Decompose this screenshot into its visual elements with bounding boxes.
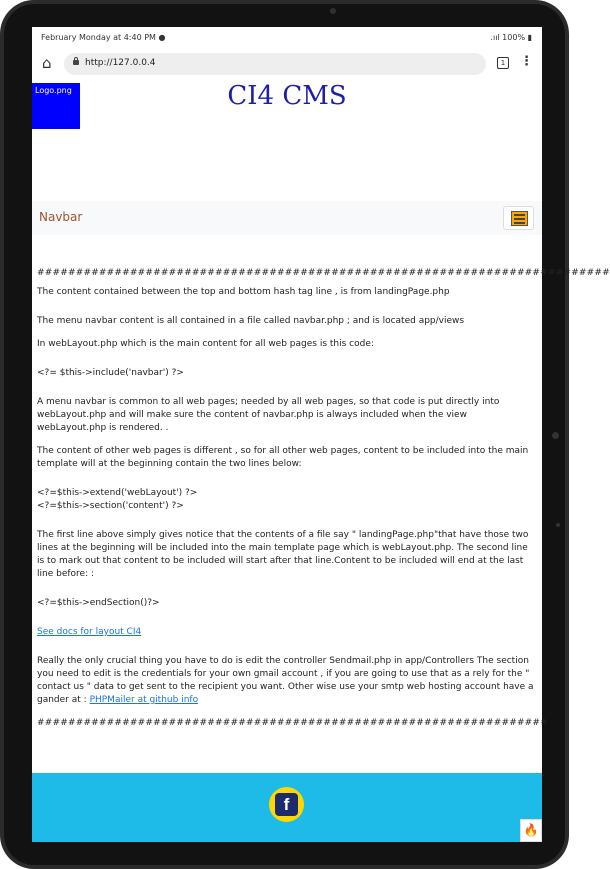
main-content: [37, 267, 610, 730]
battery-indicator: .ııl 100% ▮: [490, 33, 532, 42]
paragraph-weblayout: In webLayout.php which is the main content for all web pages is this code:: [37, 339, 374, 349]
url-text: http://127.0.0.4: [85, 58, 156, 68]
paragraph-common-navbar: A menu navbar is common to all web pages; needed by all web pages, so that code is put directly into webLayout.php and will make sure the content of navbar.php is always included when the view webLayout.php is rendered. .: [37, 397, 500, 433]
paragraph-other-pages: The content of other web pages is different , so for all other web pages, content to be included into the main template will at the beginning contain the two lines below:: [37, 446, 529, 469]
footer: [32, 773, 542, 842]
paragraph-sendmail-text: Really the only crucial thing you have to do is edit the controller Sendmail.php in app/Controllers The section you need to edit is the credentials for your own gmail account , if you are going to use that as a rely for the " contact us " data to get sent to the recipient you want. Other wise use your smtp web hosting account have a gander at :: [37, 656, 534, 705]
code-end-section: <?=$this->endSection()?>: [37, 598, 160, 608]
navbar-toggler-button[interactable]: [503, 206, 534, 230]
site-title: CI4 CMS: [227, 81, 347, 111]
docs-layout-link[interactable]: See docs for layout CI4: [37, 627, 142, 637]
paragraph-navbar: The menu navbar content is all contained in a file called navbar.php ; and is located app/views: [37, 316, 465, 326]
address-bar[interactable]: [64, 53, 486, 75]
paragraph-landing: The content contained between the top and bottom hash tag line , is from landingPage.php: [37, 287, 450, 297]
logo-alt-text: Logo.png: [35, 86, 72, 95]
status-bar: [32, 27, 542, 49]
status-time: [41, 33, 165, 42]
facebook-button[interactable]: [269, 787, 304, 822]
hash-divider-top: ##########################################################################: [37, 268, 610, 278]
paragraph-sendmail: [37, 655, 537, 707]
notification-icon: ●: [158, 33, 166, 42]
more-menu-icon[interactable]: ⋮: [520, 54, 533, 69]
home-icon[interactable]: ⌂: [42, 54, 52, 72]
hamburger-icon: [511, 211, 528, 226]
camera-icon: [330, 8, 336, 14]
facebook-icon: f: [275, 793, 298, 816]
web-page: [32, 79, 610, 842]
paragraph-first-line: The first line above simply gives notice that the contents of a file say " landingPage.php"that have those two lines at the beginning will be included into the main template page which is webLayout.php. The second line is to mark out that content to be included will start after that line.Content to be included will end at the last line before: :: [37, 530, 529, 579]
code-extend: <?=$this->extend('webLayout') ?>: [37, 488, 198, 498]
debug-toolbar-flame-icon[interactable]: 🔥: [520, 819, 542, 842]
side-sensor: [556, 523, 560, 527]
side-button: [552, 432, 559, 439]
navbar: [32, 201, 542, 235]
navbar-brand[interactable]: Navbar: [39, 210, 83, 224]
code-include-navbar: <?= $this->include('navbar') ?>: [37, 368, 184, 378]
tab-switcher-button[interactable]: 1: [497, 57, 509, 69]
hash-divider-bottom: ##################################################################: [37, 718, 548, 728]
phpmailer-link[interactable]: PHPMailer at github info: [89, 695, 199, 705]
code-section: <?=$this->section('content') ?>: [37, 501, 184, 511]
device-screen: [32, 27, 610, 842]
status-time-text: February Monday at 4:40 PM: [41, 33, 156, 42]
browser-toolbar: [32, 49, 542, 79]
lock-icon: [73, 60, 79, 65]
